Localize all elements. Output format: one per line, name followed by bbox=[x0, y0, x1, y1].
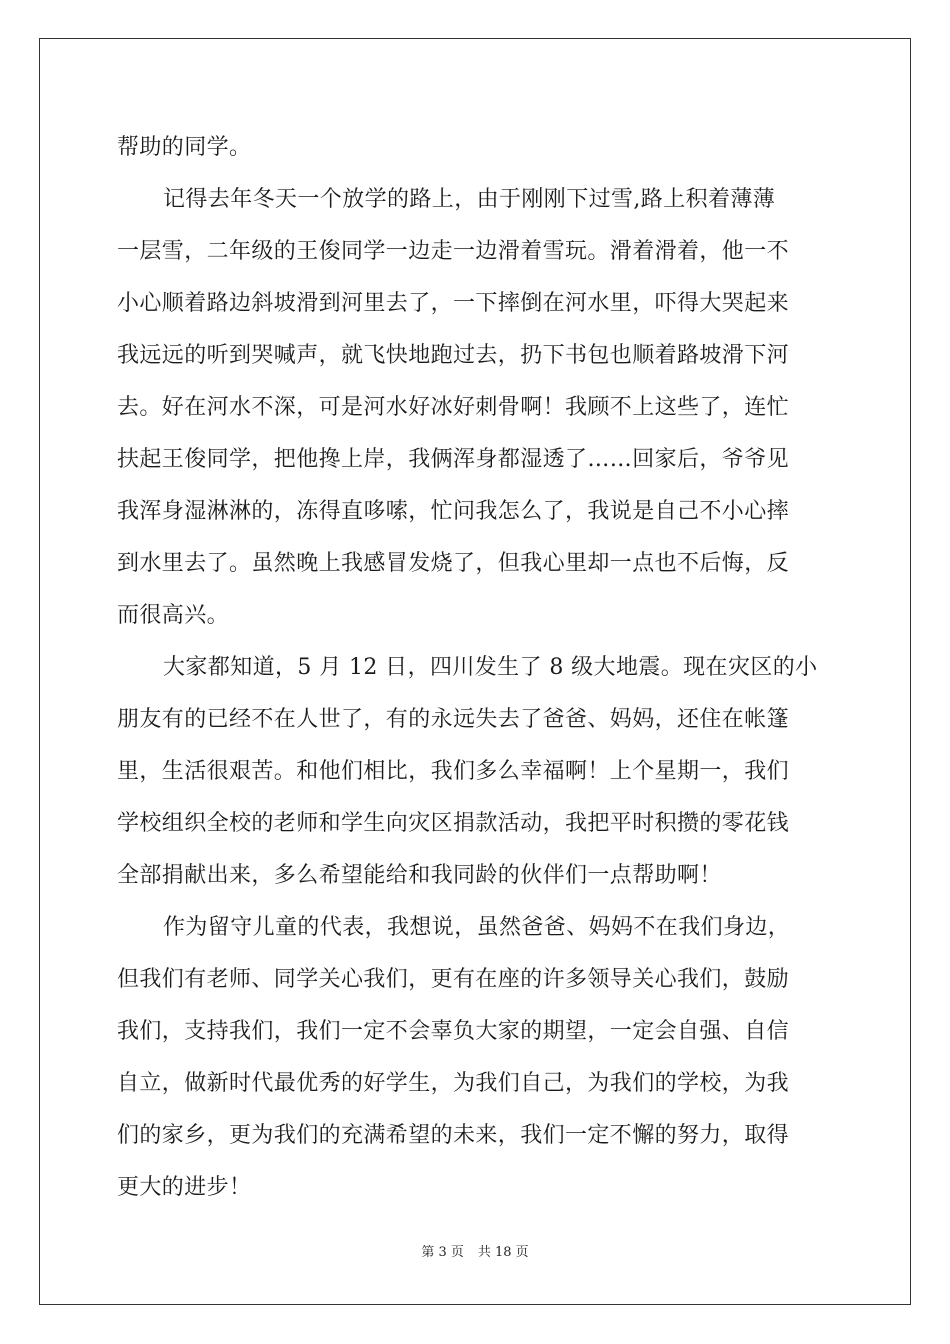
text-line: 而很高兴。 bbox=[117, 603, 230, 628]
text-line: 里，生活很艰苦。和他们相比，我们多么幸福啊！上个星期一，我们 bbox=[117, 759, 790, 784]
text-line: 到水里去了。虽然晚上我感冒发烧了，但我心里却一点也不后悔，反 bbox=[117, 551, 790, 576]
text-line: 扶起王俊同学，把他搀上岸，我俩浑身都湿透了……回家后，爷爷见 bbox=[117, 447, 790, 472]
text-line: 小心顺着路边斜坡滑到河里去了，一下摔倒在河水里，吓得大哭起来 bbox=[117, 291, 790, 316]
total-pages: 共 18 页 bbox=[477, 1245, 529, 1260]
text-line: 我浑身湿淋淋的，冻得直哆嗦，忙问我怎么了，我说是自己不小心摔 bbox=[117, 499, 790, 524]
text-line: 但我们有老师、同学关心我们，更有在座的许多领导关心我们，鼓励 bbox=[117, 967, 790, 992]
text-line: 朋友有的已经不在人世了，有的永远失去了爸爸、妈妈，还住在帐篷 bbox=[117, 707, 790, 732]
text-line: 更大的进步！ bbox=[117, 1175, 252, 1200]
paragraph-start-line: 作为留守儿童的代表，我想说，虽然爸爸、妈妈不在我们身边， bbox=[163, 915, 791, 940]
paragraph-start-line: 记得去年冬天一个放学的路上，由于刚刚下过雪,路上积着薄薄 bbox=[163, 187, 776, 212]
text-line: 一层雪，二年级的王俊同学一边走一边滑着雪玩。滑着滑着，他一不 bbox=[117, 239, 790, 264]
text-line: 全部捐献出来，多么希望能给和我同龄的伙伴们一点帮助啊！ bbox=[117, 863, 722, 888]
text-line: 我远远的听到哭喊声，就飞快地跑过去，扔下书包也顺着路坡滑下河 bbox=[117, 343, 790, 368]
paragraph-start-line: 大家都知道，5 月 12 日，四川发生了 8 级大地震。现在灾区的小 bbox=[163, 655, 818, 680]
page-footer bbox=[0, 1245, 950, 1261]
text-line: 们的家乡，更为我们的充满希望的未来，我们一定不懈的努力，取得 bbox=[117, 1123, 790, 1148]
text-line: 我们，支持我们，我们一定不会辜负大家的期望，一定会自强、自信 bbox=[117, 1019, 790, 1044]
text-line: 学校组织全校的老师和学生向灾区捐款活动，我把平时积攒的零花钱 bbox=[117, 811, 790, 836]
text-line: 去。好在河水不深，可是河水好冰好刺骨啊！我顾不上这些了，连忙 bbox=[117, 395, 790, 420]
text-line: 帮助的同学。 bbox=[117, 135, 252, 160]
page-number: 第 3 页 bbox=[421, 1245, 464, 1260]
text-line: 自立，做新时代最优秀的好学生，为我们自己，为我们的学校，为我 bbox=[117, 1071, 790, 1096]
